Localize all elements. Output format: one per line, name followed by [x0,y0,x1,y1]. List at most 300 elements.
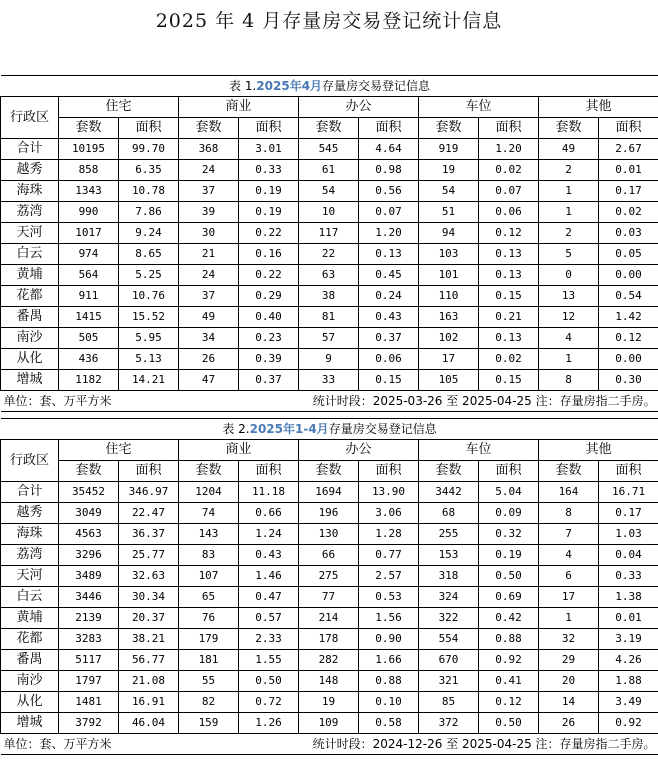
district-cell: 海珠 [1,181,59,202]
units-cell: 110 [419,286,479,307]
units-cell: 436 [59,349,119,370]
area-cell: 0.19 [239,181,299,202]
district-cell: 荔湾 [1,202,59,223]
area-cell: 21.08 [119,671,179,692]
area-cell: 0.05 [599,244,658,265]
area-cell: 10.78 [119,181,179,202]
table-row [1,629,658,650]
area-cell: 0.15 [479,370,539,391]
units-cell: 38 [299,286,359,307]
area-cell: 56.77 [119,650,179,671]
units-cell: 49 [179,307,239,328]
district-cell: 天河 [1,566,59,587]
units-cell: 181 [179,650,239,671]
area-cell: 0.24 [359,286,419,307]
area-cell: 0.41 [479,671,539,692]
header-units: 套数 [419,118,479,139]
area-cell: 0.19 [239,202,299,223]
unit-note: 单位：套、万平方米 [3,394,112,408]
caption-period: 2025年1-4月 [249,422,329,436]
area-cell: 1.42 [599,307,658,328]
area-cell: 0.30 [599,370,658,391]
area-cell: 0.29 [239,286,299,307]
area-cell: 0.37 [359,328,419,349]
units-cell: 322 [419,608,479,629]
units-cell: 282 [299,650,359,671]
units-cell: 0 [539,265,599,286]
area-cell: 0.33 [239,160,299,181]
table-row [1,160,658,181]
units-cell: 66 [299,545,359,566]
units-cell: 1 [539,349,599,370]
district-cell: 海珠 [1,524,59,545]
area-cell: 0.01 [599,160,658,181]
header-area: 面积 [359,118,419,139]
units-cell: 7 [539,524,599,545]
area-cell: 0.40 [239,307,299,328]
district-cell: 合计 [1,482,59,503]
header-area: 面积 [479,118,539,139]
area-cell: 0.07 [479,181,539,202]
area-cell: 0.33 [599,566,658,587]
units-cell: 5 [539,244,599,265]
table-row [1,482,658,503]
area-cell: 0.72 [239,692,299,713]
units-cell: 990 [59,202,119,223]
area-cell: 0.13 [479,265,539,286]
header-commercial: 商业 [179,97,299,118]
area-cell: 0.02 [479,349,539,370]
area-cell: 0.09 [479,503,539,524]
units-cell: 214 [299,608,359,629]
area-cell: 0.17 [599,503,658,524]
area-cell: 0.16 [239,244,299,265]
units-cell: 94 [419,223,479,244]
area-cell: 5.13 [119,349,179,370]
units-cell: 3792 [59,713,119,734]
area-cell: 3.06 [359,503,419,524]
district-cell: 黄埔 [1,608,59,629]
units-cell: 35452 [59,482,119,503]
area-cell: 0.04 [599,545,658,566]
units-cell: 51 [419,202,479,223]
caption-suffix: 存量房交易登记信息 [328,422,437,436]
area-cell: 0.13 [479,328,539,349]
table-row [1,139,658,160]
area-cell: 0.15 [359,370,419,391]
units-cell: 57 [299,328,359,349]
header-other: 其他 [539,440,658,461]
area-cell: 0.37 [239,370,299,391]
units-cell: 974 [59,244,119,265]
area-cell: 1.20 [359,223,419,244]
district-cell: 越秀 [1,160,59,181]
units-cell: 39 [179,202,239,223]
units-cell: 117 [299,223,359,244]
table-row [1,566,658,587]
area-cell: 0.53 [359,587,419,608]
area-cell: 5.04 [479,482,539,503]
table-footer [1,734,658,755]
area-cell: 1.46 [239,566,299,587]
units-cell: 17 [539,587,599,608]
area-cell: 0.02 [479,160,539,181]
area-cell: 1.38 [599,587,658,608]
area-cell: 0.56 [359,181,419,202]
table-row [1,181,658,202]
units-cell: 858 [59,160,119,181]
district-cell: 增城 [1,370,59,391]
header-units: 套数 [59,118,119,139]
header-area: 面积 [119,461,179,482]
area-cell: 0.07 [359,202,419,223]
header-area: 面积 [239,461,299,482]
area-cell: 0.01 [599,608,658,629]
area-cell: 0.42 [479,608,539,629]
units-cell: 1797 [59,671,119,692]
header-office: 办公 [299,440,419,461]
area-cell: 1.55 [239,650,299,671]
area-cell: 0.58 [359,713,419,734]
units-cell: 2 [539,160,599,181]
units-cell: 49 [539,139,599,160]
header-area: 面积 [239,118,299,139]
header-district: 行政区 [1,440,59,482]
area-cell: 1.24 [239,524,299,545]
period-note: 统计时段：2024-12-26 至 2025-04-25 注：存量房指二手房。 [312,737,656,751]
area-cell: 0.17 [599,181,658,202]
table-row [1,223,658,244]
table1-body [1,139,658,391]
area-cell: 0.92 [479,650,539,671]
units-cell: 368 [179,139,239,160]
units-cell: 321 [419,671,479,692]
units-cell: 255 [419,524,479,545]
area-cell: 36.37 [119,524,179,545]
area-cell: 0.00 [599,349,658,370]
units-cell: 54 [299,181,359,202]
units-cell: 545 [299,139,359,160]
district-cell: 黄埔 [1,265,59,286]
units-cell: 3442 [419,482,479,503]
area-cell: 2.33 [239,629,299,650]
district-cell: 从化 [1,349,59,370]
units-cell: 911 [59,286,119,307]
area-cell: 7.86 [119,202,179,223]
units-cell: 55 [179,671,239,692]
table-row [1,524,658,545]
units-cell: 324 [419,587,479,608]
area-cell: 2.67 [599,139,658,160]
units-cell: 164 [539,482,599,503]
header-units: 套数 [299,461,359,482]
area-cell: 1.03 [599,524,658,545]
units-cell: 19 [419,160,479,181]
units-cell: 20 [539,671,599,692]
units-cell: 12 [539,307,599,328]
header-area: 面积 [359,461,419,482]
area-cell: 0.90 [359,629,419,650]
units-cell: 65 [179,587,239,608]
area-cell: 1.56 [359,608,419,629]
units-cell: 143 [179,524,239,545]
area-cell: 346.97 [119,482,179,503]
area-cell: 1.28 [359,524,419,545]
area-cell: 0.06 [479,202,539,223]
units-cell: 178 [299,629,359,650]
unit-note: 单位：套、万平方米 [3,737,112,751]
area-cell: 0.21 [479,307,539,328]
area-cell: 0.39 [239,349,299,370]
units-cell: 81 [299,307,359,328]
table-footer [1,391,658,412]
units-cell: 61 [299,160,359,181]
header-other: 其他 [539,97,658,118]
units-cell: 29 [539,650,599,671]
caption-prefix: 表 1. [229,79,257,93]
header-residential: 住宅 [59,97,179,118]
area-cell: 0.54 [599,286,658,307]
units-cell: 564 [59,265,119,286]
period-note: 统计时段：2025-03-26 至 2025-04-25 注：存量房指二手房。 [312,394,656,408]
area-cell: 0.88 [359,671,419,692]
units-cell: 101 [419,265,479,286]
table-row [1,545,658,566]
units-cell: 13 [539,286,599,307]
units-cell: 54 [419,181,479,202]
area-cell: 0.19 [479,545,539,566]
area-cell: 0.50 [479,713,539,734]
area-cell: 3.49 [599,692,658,713]
area-cell: 0.88 [479,629,539,650]
units-cell: 372 [419,713,479,734]
units-cell: 37 [179,181,239,202]
area-cell: 0.23 [239,328,299,349]
units-cell: 26 [179,349,239,370]
header-office: 办公 [299,97,419,118]
units-cell: 1481 [59,692,119,713]
area-cell: 0.03 [599,223,658,244]
area-cell: 25.77 [119,545,179,566]
district-cell: 从化 [1,692,59,713]
units-cell: 130 [299,524,359,545]
units-cell: 148 [299,671,359,692]
units-cell: 76 [179,608,239,629]
area-cell: 0.15 [479,286,539,307]
district-cell: 越秀 [1,503,59,524]
table-april-transactions [0,75,658,412]
area-cell: 1.88 [599,671,658,692]
area-cell: 0.02 [599,202,658,223]
area-cell: 3.19 [599,629,658,650]
units-cell: 47 [179,370,239,391]
units-cell: 3049 [59,503,119,524]
units-cell: 153 [419,545,479,566]
table-row [1,349,658,370]
district-cell: 白云 [1,587,59,608]
table-row [1,713,658,734]
units-cell: 1415 [59,307,119,328]
units-cell: 9 [299,349,359,370]
units-cell: 19 [299,692,359,713]
area-cell: 1.26 [239,713,299,734]
area-cell: 32.63 [119,566,179,587]
units-cell: 919 [419,139,479,160]
table-row [1,202,658,223]
area-cell: 30.34 [119,587,179,608]
area-cell: 5.95 [119,328,179,349]
area-cell: 0.22 [239,265,299,286]
header-units: 套数 [539,461,599,482]
units-cell: 77 [299,587,359,608]
caption-prefix: 表 2. [222,422,250,436]
header-area: 面积 [599,461,658,482]
area-cell: 0.06 [359,349,419,370]
header-parking: 车位 [419,440,539,461]
header-units: 套数 [59,461,119,482]
units-cell: 10 [299,202,359,223]
units-cell: 554 [419,629,479,650]
area-cell: 0.32 [479,524,539,545]
area-cell: 0.66 [239,503,299,524]
table-caption [1,419,658,440]
area-cell: 0.57 [239,608,299,629]
district-cell: 番禺 [1,307,59,328]
header-units: 套数 [179,118,239,139]
area-cell: 0.92 [599,713,658,734]
area-cell: 9.24 [119,223,179,244]
units-cell: 22 [299,244,359,265]
area-cell: 38.21 [119,629,179,650]
district-cell: 花都 [1,286,59,307]
area-cell: 4.64 [359,139,419,160]
units-cell: 34 [179,328,239,349]
area-cell: 0.13 [359,244,419,265]
units-cell: 105 [419,370,479,391]
area-cell: 0.47 [239,587,299,608]
units-cell: 159 [179,713,239,734]
units-cell: 3489 [59,566,119,587]
units-cell: 4563 [59,524,119,545]
units-cell: 10195 [59,139,119,160]
units-cell: 107 [179,566,239,587]
area-cell: 1.66 [359,650,419,671]
header-area: 面积 [119,118,179,139]
units-cell: 103 [419,244,479,265]
header-area: 面积 [479,461,539,482]
header-units: 套数 [419,461,479,482]
table2-body [1,482,658,734]
units-cell: 8 [539,503,599,524]
area-cell: 16.91 [119,692,179,713]
area-cell: 0.12 [599,328,658,349]
units-cell: 1017 [59,223,119,244]
units-cell: 30 [179,223,239,244]
units-cell: 179 [179,629,239,650]
units-cell: 3446 [59,587,119,608]
area-cell: 16.71 [599,482,658,503]
area-cell: 13.90 [359,482,419,503]
header-units: 套数 [179,461,239,482]
header-area: 面积 [599,118,658,139]
units-cell: 1 [539,181,599,202]
units-cell: 82 [179,692,239,713]
units-cell: 1343 [59,181,119,202]
table-row [1,692,658,713]
units-cell: 2139 [59,608,119,629]
units-cell: 1694 [299,482,359,503]
table-row [1,265,658,286]
table-row [1,286,658,307]
area-cell: 5.25 [119,265,179,286]
units-cell: 163 [419,307,479,328]
units-cell: 196 [299,503,359,524]
header-commercial: 商业 [179,440,299,461]
header-residential: 住宅 [59,440,179,461]
units-cell: 68 [419,503,479,524]
units-cell: 14 [539,692,599,713]
area-cell: 99.70 [119,139,179,160]
units-cell: 3283 [59,629,119,650]
units-cell: 1 [539,608,599,629]
area-cell: 0.50 [239,671,299,692]
area-cell: 0.45 [359,265,419,286]
area-cell: 8.65 [119,244,179,265]
table-row [1,370,658,391]
units-cell: 1204 [179,482,239,503]
district-cell: 花都 [1,629,59,650]
units-cell: 74 [179,503,239,524]
units-cell: 275 [299,566,359,587]
district-cell: 南沙 [1,328,59,349]
area-cell: 0.77 [359,545,419,566]
district-cell: 增城 [1,713,59,734]
table-row [1,650,658,671]
district-cell: 荔湾 [1,545,59,566]
area-cell: 0.69 [479,587,539,608]
units-cell: 318 [419,566,479,587]
table-row [1,307,658,328]
units-cell: 83 [179,545,239,566]
area-cell: 0.43 [359,307,419,328]
units-cell: 24 [179,160,239,181]
table-row [1,503,658,524]
area-cell: 4.26 [599,650,658,671]
area-cell: 2.57 [359,566,419,587]
table-jan-apr-transactions [0,418,658,755]
area-cell: 0.43 [239,545,299,566]
area-cell: 10.76 [119,286,179,307]
header-units: 套数 [539,118,599,139]
table-row [1,608,658,629]
caption-period: 2025年4月 [256,79,323,93]
district-cell: 番禺 [1,650,59,671]
units-cell: 6 [539,566,599,587]
units-cell: 37 [179,286,239,307]
units-cell: 33 [299,370,359,391]
area-cell: 3.01 [239,139,299,160]
table-row [1,244,658,265]
units-cell: 4 [539,545,599,566]
area-cell: 0.22 [239,223,299,244]
units-cell: 670 [419,650,479,671]
table-row [1,587,658,608]
district-cell: 天河 [1,223,59,244]
header-parking: 车位 [419,97,539,118]
area-cell: 0.10 [359,692,419,713]
units-cell: 8 [539,370,599,391]
units-cell: 21 [179,244,239,265]
